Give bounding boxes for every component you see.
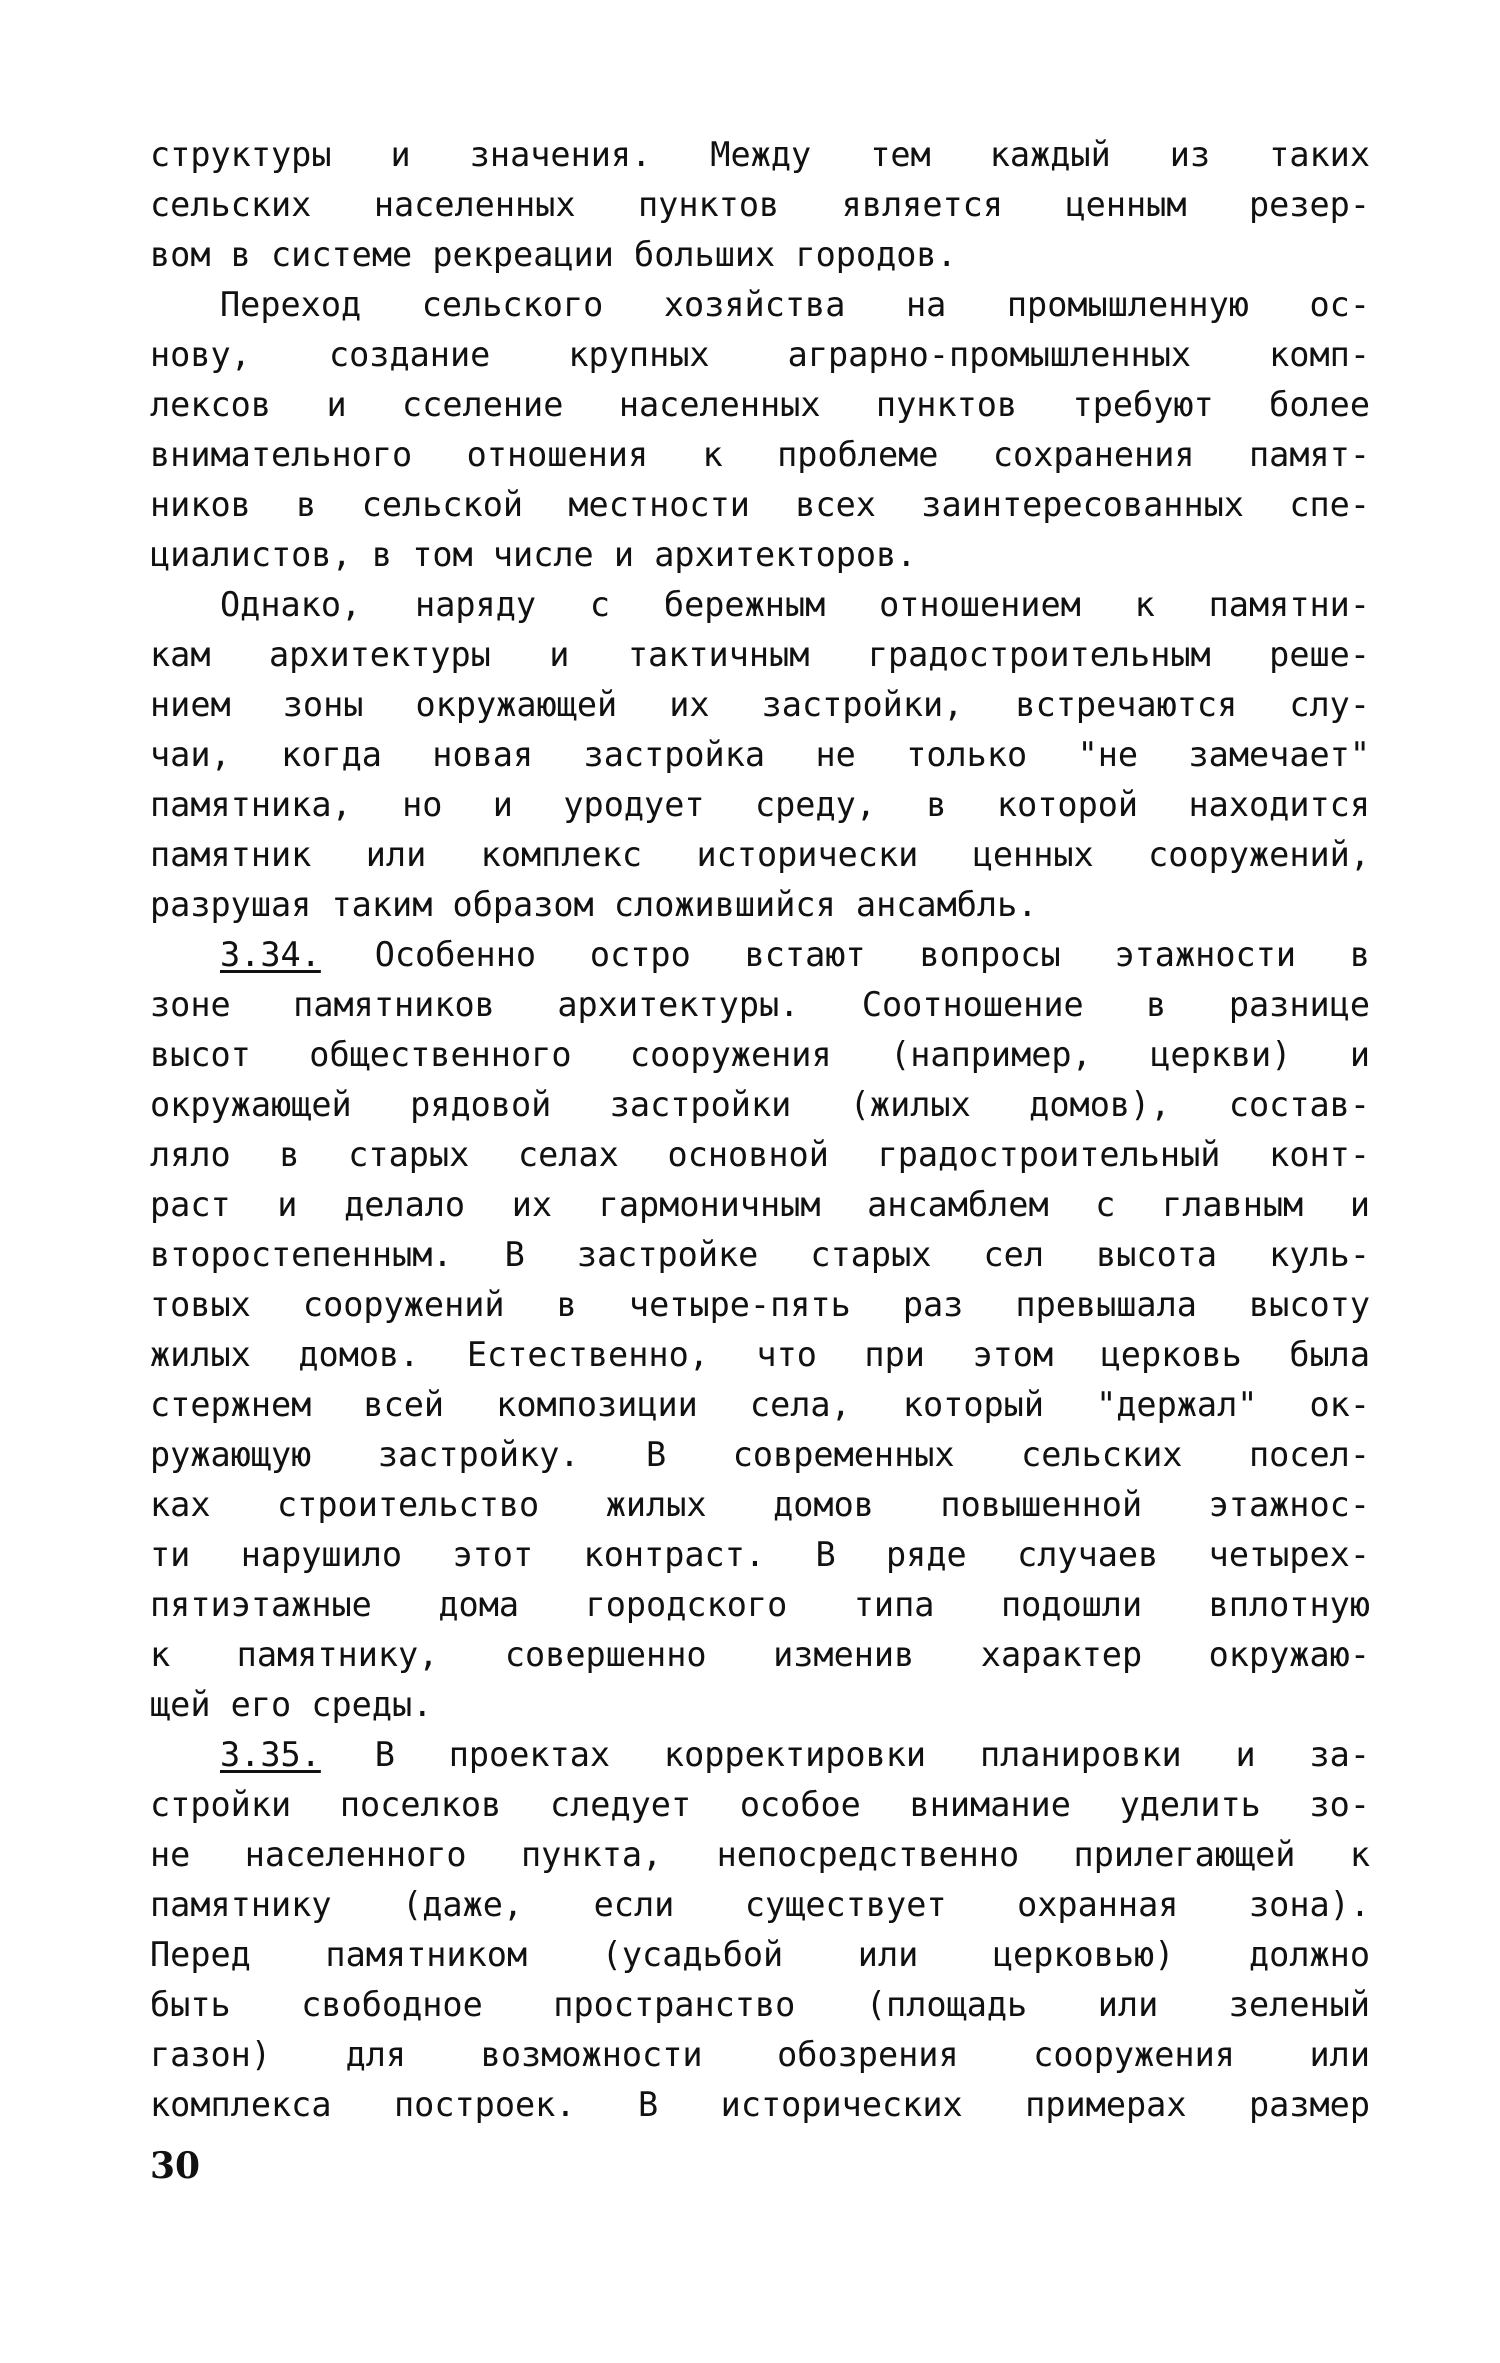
text-line: памятнику (даже, если существует охранная зона). xyxy=(150,1885,1370,1924)
paragraph-1 xyxy=(150,130,1370,280)
text-line: ках строительство жилых домов повышенной этажнос- xyxy=(150,1485,1370,1524)
text-line: жилых домов. Естественно, что при этом церковь была xyxy=(150,1335,1370,1374)
text-line: комплекса построек. В исторических примерах размер xyxy=(150,2085,1370,2124)
text-line: товых сооружений в четыре-пять раз превышала высоту xyxy=(150,1285,1370,1324)
text-line: щей его среды. xyxy=(150,1685,433,1724)
text-line: сельских населенных пунктов является ценным резер- xyxy=(150,185,1370,224)
text-line: памятник или комплекс исторически ценных сооружений, xyxy=(150,835,1370,874)
text-line: кам архитектуры и тактичным градостроительным реше- xyxy=(150,635,1370,674)
text-line: лексов и сселение населенных пунктов требуют более xyxy=(150,385,1370,424)
text-line xyxy=(150,1730,1370,1780)
text-line: Перед памятником (усадьбой или церковью) должно xyxy=(150,1935,1370,1974)
text-line: нову, создание крупных аграрно-промышленных комп- xyxy=(150,335,1370,374)
text-line: стержнем всей композиции села, который "держал" ок- xyxy=(150,1385,1370,1424)
page-body xyxy=(150,130,1370,2130)
paragraph-3 xyxy=(150,580,1370,930)
section-number: 3.35. xyxy=(220,1735,321,1774)
text-line: окружающей рядовой застройки (жилых домов), состав- xyxy=(150,1085,1370,1124)
text-line xyxy=(150,930,1370,980)
text-line: ружающую застройку. В современных сельских посел- xyxy=(150,1435,1370,1474)
text-line: быть свободное пространство (площадь или зеленый xyxy=(150,1985,1370,2024)
text-line: ти нарушило этот контраст. В ряде случаев четырех- xyxy=(150,1535,1370,1574)
page-number: 30 xyxy=(150,2145,201,2187)
text-line: вом в системе рекреации больших городов. xyxy=(150,235,957,274)
text-line: к памятнику, совершенно изменив характер окружаю- xyxy=(150,1635,1370,1674)
text-line: не населенного пункта, непосредственно прилегающей к xyxy=(150,1835,1370,1874)
section-3-35 xyxy=(150,1730,1370,2130)
section-3-34 xyxy=(150,930,1370,1730)
text-line: внимательного отношения к проблеме сохранения памят- xyxy=(150,435,1370,474)
text-line: ников в сельской местности всех заинтересованных спе- xyxy=(150,485,1370,524)
text-line: зоне памятников архитектуры. Соотношение в разнице xyxy=(150,985,1370,1024)
section-number: 3.34. xyxy=(220,935,321,974)
text-line: ляло в старых селах основной градостроительный конт- xyxy=(150,1135,1370,1174)
text-line: нием зоны окружающей их застройки, встречаются слу- xyxy=(150,685,1370,724)
text-line: высот общественного сооружения (например, церкви) и xyxy=(150,1035,1370,1074)
text-line: структуры и значения. Между тем каждый из таких xyxy=(150,135,1370,174)
text-line: газон) для возможности обозрения сооружения или xyxy=(150,2035,1370,2074)
text-line-content: В проектах корректировки планировки и за- xyxy=(374,1735,1371,1774)
text-line: разрушая таким образом сложившийся ансамбль. xyxy=(150,885,1038,924)
text-line: чаи, когда новая застройка не только "не замечает" xyxy=(150,735,1370,774)
text-line: раст и делало их гармоничным ансамблем с главным и xyxy=(150,1185,1370,1224)
text-line: пятиэтажные дома городского типа подошли вплотную xyxy=(150,1585,1370,1624)
text-line: стройки поселков следует особое внимание уделить зо- xyxy=(150,1785,1370,1824)
text-line: циалистов, в том числе и архитекторов. xyxy=(150,535,917,574)
text-line-content: Особенно остро встают вопросы этажности в xyxy=(374,935,1371,974)
text-line: Переход сельского хозяйства на промышленную ос- xyxy=(220,285,1370,324)
paragraph-2 xyxy=(150,280,1370,580)
text-line: Однако, наряду с бережным отношением к памятни- xyxy=(220,585,1370,624)
text-line: памятника, но и уродует среду, в которой находится xyxy=(150,785,1370,824)
text-line: второстепенным. В застройке старых сел высота куль- xyxy=(150,1235,1370,1274)
